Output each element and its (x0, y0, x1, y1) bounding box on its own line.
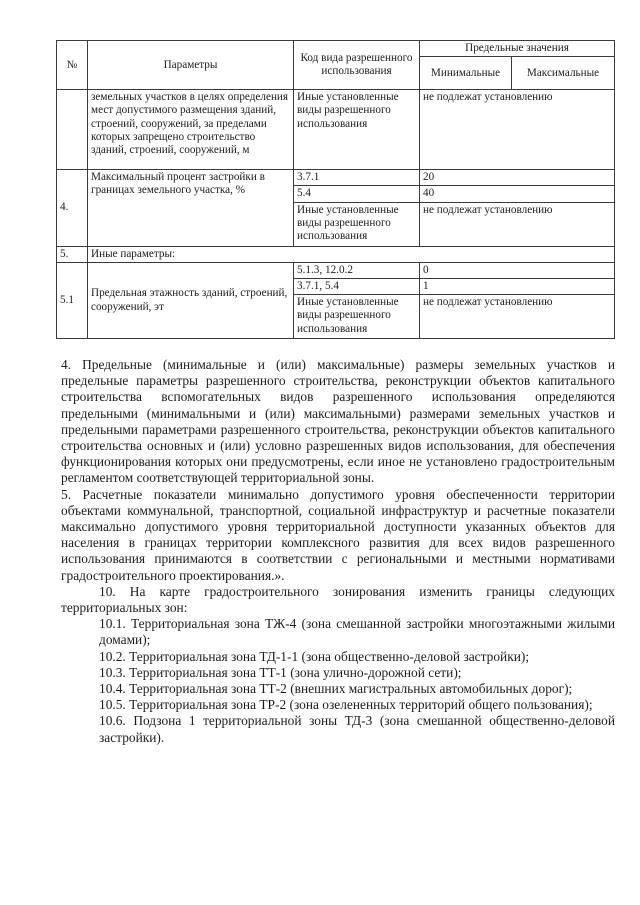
row-code: 5.1.3, 12.0.2 (294, 262, 420, 278)
row-value: не подлежат установлению (420, 295, 615, 339)
table-row (57, 246, 615, 262)
list-item: 10.6. Подзона 1 территориальной зоны ТД-3 (зона смешанной общественно-деловой застройки). (99, 713, 615, 745)
row-code: 3.7.1 (294, 170, 420, 186)
row-value: не подлежат установлению (420, 202, 615, 246)
list-item: 10.2. Территориальная зона ТД-1-1 (зона общественно-деловой застройки); (99, 648, 530, 664)
document-body (61, 357, 615, 746)
row-parameter: Предельная этажность зданий, строений, сооружений, эт (88, 262, 294, 338)
header-max: Максимальные (512, 57, 615, 90)
row-parameter: земельных участков в целях определения мест допустимого размещения зданий, строений, сооружений, за пределами которых запрещено строительство зданий, строений, сооружений, м (88, 90, 294, 170)
header-number: № (57, 41, 88, 90)
row-code: 5.4 (294, 186, 420, 202)
row-value: 0 (420, 262, 615, 278)
list-item: 10.5. Территориальная зона ТР-2 (зона озелененных территорий общего пользования); (99, 697, 593, 713)
parameters-table (56, 40, 615, 339)
paragraph-10: 10. На карте градостроительного зонирования изменить границы следующих территориальных зон: (61, 583, 615, 616)
row-parameter: Иные параметры: (88, 246, 615, 262)
list-item: 10.1. Территориальная зона ТЖ-4 (зона смешанной застройки многоэтажными жилыми домами); (99, 616, 615, 648)
row-code: Иные установленные виды разрешенного использования (294, 295, 420, 339)
paragraph-5: 5. Расчетные показатели минимально допустимого уровня обеспеченности территории объектами коммунальной, транспортной, социальной инфраструктур и расчетные показатели максимально допустимого уровня территориальной доступности указанных объектов для населения в границах территории комплексного развития для всех видов разрешенного использования принимаются в соответствии с региональными и местными нормативами градостроительного проектирования.». (61, 486, 615, 583)
row-value: не подлежат установлению (420, 90, 615, 170)
table-row (57, 262, 615, 278)
row-parameter: Максимальный процент застройки в границах земельного участка, % (88, 170, 294, 246)
row-code: Иные установленные виды разрешенного использования (294, 202, 420, 246)
header-limits: Предельные значения (420, 41, 615, 57)
list-item: 10.3. Территориальная зона ТТ-1 (зона улично-дорожной сети); (99, 664, 462, 680)
row-code: 3.7.1, 5.4 (294, 279, 420, 295)
header-parameters: Параметры (88, 41, 294, 90)
header-min: Минимальные (420, 57, 512, 90)
row-value: 40 (420, 186, 615, 202)
row-value: 20 (420, 170, 615, 186)
row-number: 4. (57, 170, 88, 246)
paragraph-4: 4. Предельные (минимальные и (или) максимальные) размеры земельных участков и предельные параметры разрешенного строительства, реконструкции объектов капитального строительства вспомогательных видов разрешенного использования определяются предельными (минимальными и (или) максимальными) размерами земельных участков и предельными параметрами разрешенного строительства, реконструкции объектов капитального строительства основных и (или) условно разрешенных видов использования, для обеспечения функционирования которых они предусмотрены, если иное не установлено градостроительным регламентом соответствующей территориальной зоны. (61, 357, 615, 486)
row-number: 5.1 (57, 262, 88, 338)
row-number-cell (57, 90, 88, 170)
table-row (57, 90, 615, 170)
list-item: 10.4. Территориальная зона ТТ-2 (внешних магистральных автомобильных дорог); (99, 681, 573, 697)
table-row (57, 170, 615, 186)
header-code: Код вида разрешенного использования (294, 41, 420, 90)
row-code: Иные установленные виды разрешенного использования (294, 90, 420, 170)
row-number: 5. (57, 246, 88, 262)
row-value: 1 (420, 279, 615, 295)
